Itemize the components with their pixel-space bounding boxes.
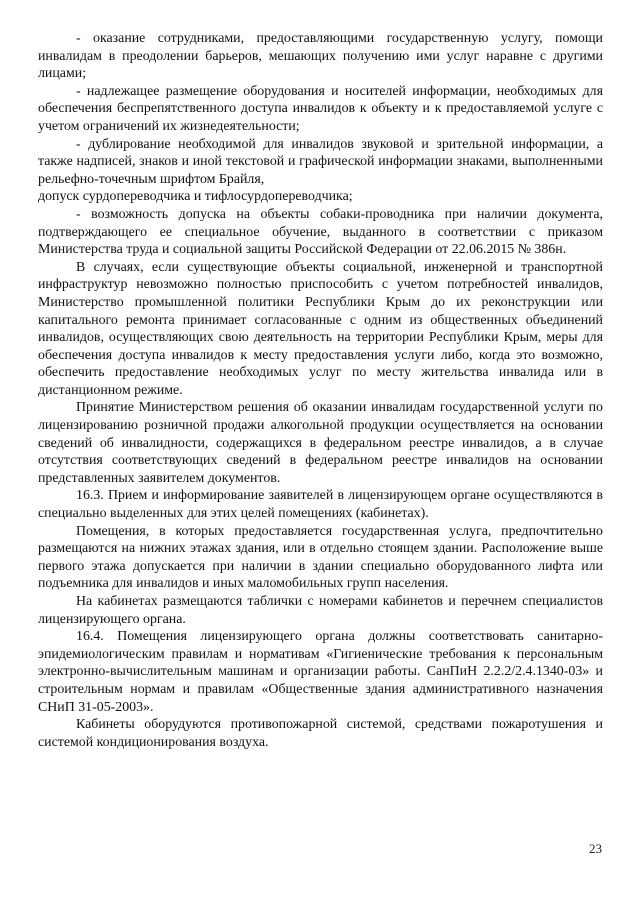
paragraph-16-3: 16.3. Прием и информирование заявителей в лицензирующем органе осуществляются в специально выделенных для этих целей помещениях (кабинетах). xyxy=(38,488,603,522)
paragraph-signage: На кабинетах размещаются таблички с номерами кабинетов и перечнем специалистов лицензирующего органа. xyxy=(38,594,603,627)
paragraph-bullet-equipment: - надлежащее размещение оборудования и носителей информации, необходимых для обеспечения беспрепятственного доступа инвалидов к объекту и к предоставляемой услуге с учетом ограничений их жизнедеятельности; xyxy=(38,83,603,134)
paragraph-bullet-guide-dog: - возможность допуска на объекты собаки-проводника при наличии документа, подтверждающего ее специальное обучение, выданного в соответствии с приказом Министерства труда и социальной защиты Российской Федерации от 22.06.2015 № 386н. xyxy=(38,206,603,258)
paragraph-16-4: 16.4. Помещения лицензирующего органа должны соответствовать санитарно-эпидемиологическим правилам и нормативам «Гигиенические требования к персональным электронно-вычислительным машинам и организации работы. СанПиН 2.2.2/2.4.1340-03» и строительным нормам и правилам «Общественные здания административного назначения СНиП 31-05-2003». xyxy=(38,629,603,715)
document-body xyxy=(38,30,603,751)
page-number: 23 xyxy=(589,841,602,856)
paragraph-sign-language: допуск сурдопереводчика и тифлосурдопереводчика; xyxy=(38,189,353,205)
paragraph-bullet-assistance: - оказание сотрудниками, предоставляющими государственную услугу, помощи инвалидам в преодолении барьеров, мешающих получению ими услуг наравне с другими лицами; xyxy=(38,31,603,82)
paragraph-premises: Помещения, в которых предоставляется государственная услуга, предпочтительно размещаются на нижних этажах здания, или в отдельно стоящем здании. Расположение выше первого этажа допускается при наличии в здании специально оборудованного лифта или подъемника для инвалидов и иных маломобильных групп населения. xyxy=(38,523,603,592)
paragraph-fire-safety: Кабинеты оборудуются противопожарной системой, средствами пожаротушения и системой кондиционирования воздуха. xyxy=(38,717,603,750)
paragraph-bullet-duplication: - дублирование необходимой для инвалидов звуковой и зрительной информации, а также надписей, знаков и иной текстовой и графической информации знаками, выполненными рельефно-точечным шрифтом Брайля, xyxy=(38,136,603,187)
paragraph-infrastructure: В случаях, если существующие объекты социальной, инженерной и транспортной инфраструктур невозможно полностью приспособить с учетом потребностей инвалидов, Министерство промышленной политики Республики Крым до их реконструкции или капитального ремонта принимает согласованные с одним из общественных объединений инвалидов, осуществляющих свою деятельность на территории Республики Крым, меры для обеспечения доступа инвалидов к месту предоставления услуги либо, когда это возможно, обеспечить предоставление необходимых услуг по месту жительства инвалида или в дистанционном режиме. xyxy=(38,259,603,398)
paragraph-registry-decision: Принятие Министерством решения об оказании инвалидам государственной услуги по лицензированию розничной продажи алкогольной продукции осуществляется на основании сведений об инвалидности, содержащихся в федеральном реестре инвалидов, а в случае отсутствия соответствующих сведений в федеральном реестре инвалидов на основании представленных заявителем документов. xyxy=(38,400,603,486)
